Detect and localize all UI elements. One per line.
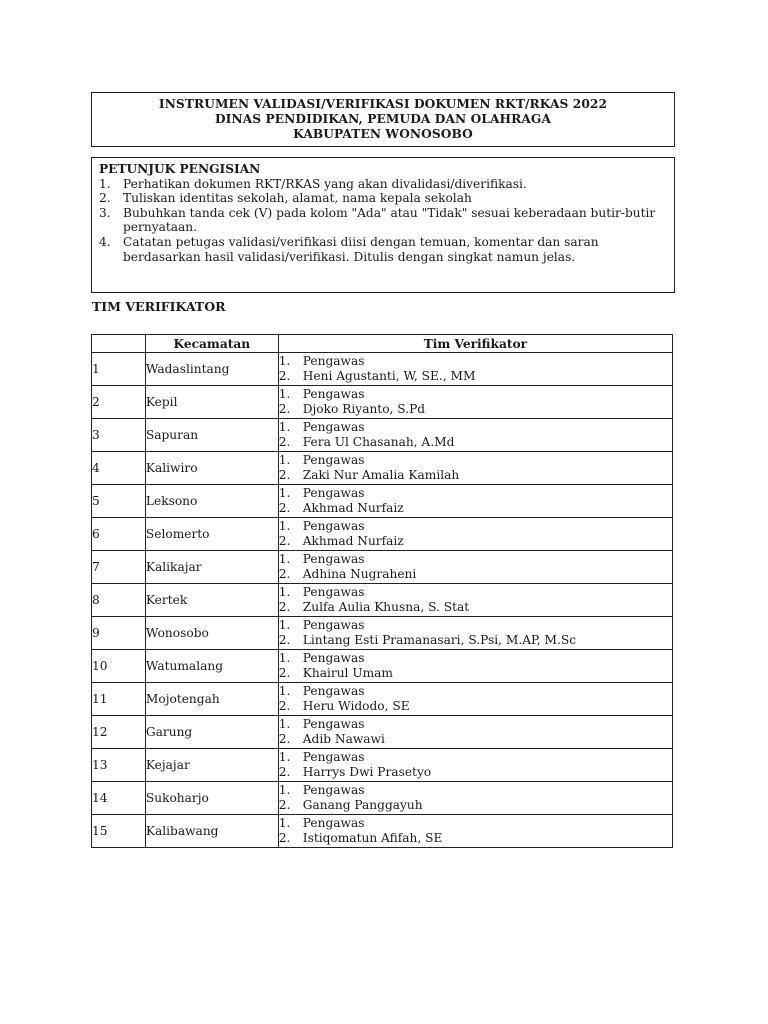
title-line-3: KABUPATEN WONOSOBO	[293, 127, 473, 141]
verifier-entry-number: 2.	[278, 666, 291, 680]
row-number: 10	[92, 650, 146, 683]
verifier-entry-number: 1.	[278, 815, 291, 830]
verifier-entry-number: 1.	[278, 683, 291, 698]
verifier-entry-number: 2.	[278, 765, 291, 779]
kecamatan-cell: Kalibawang	[145, 815, 278, 848]
row-number: 13	[92, 749, 146, 782]
table-header-row	[92, 335, 673, 353]
kecamatan-cell: Mojotengah	[145, 683, 278, 716]
verifier-cell	[278, 518, 672, 551]
verifier-table	[91, 334, 673, 848]
instruction-text: Bubuhkan tanda cek (V) pada kolom "Ada" atau "Tidak" sesuai keberadaan butir-butir pernyataan.	[123, 205, 656, 235]
verifier-entry	[279, 717, 672, 732]
verifier-entry-number: 2.	[278, 534, 291, 548]
row-number: 4	[92, 452, 146, 485]
verifier-name: Pengawas	[302, 650, 365, 665]
verifier-name: Pengawas	[302, 452, 365, 467]
verifier-entry	[279, 501, 672, 516]
verifier-entry-number: 2.	[278, 831, 291, 845]
verifier-cell	[278, 353, 672, 386]
kecamatan-cell: Wadaslintang	[145, 353, 278, 386]
table-row	[92, 617, 673, 650]
row-number: 6	[92, 518, 146, 551]
verifier-name: Heru Widodo, SE	[302, 699, 410, 713]
verifier-entry-number: 2.	[278, 468, 291, 482]
verifier-entry	[279, 354, 672, 369]
verifier-entry-number: 1.	[278, 353, 291, 368]
row-number: 11	[92, 683, 146, 716]
verifier-entry-number: 1.	[278, 485, 291, 500]
verifier-cell	[278, 782, 672, 815]
verifier-entry-number: 1.	[278, 419, 291, 434]
row-number: 3	[92, 419, 146, 452]
verifier-cell	[278, 584, 672, 617]
kecamatan-cell: Leksono	[145, 485, 278, 518]
verifier-entry-number: 1.	[278, 716, 291, 731]
verifier-cell	[278, 485, 672, 518]
verifier-name: Pengawas	[302, 815, 365, 830]
row-number: 2	[92, 386, 146, 419]
verifier-name: Akhmad Nurfaiz	[302, 534, 404, 548]
verifier-entry	[279, 585, 672, 600]
instructions-heading: PETUNJUK PENGISIAN	[99, 162, 261, 176]
verifier-entry-number: 1.	[278, 452, 291, 467]
instruction-item	[99, 191, 666, 206]
title-line-2: DINAS PENDIDIKAN, PEMUDA DAN OLAHRAGA	[215, 112, 551, 126]
verifier-name: Khairul Umam	[302, 666, 393, 680]
verifier-cell	[278, 650, 672, 683]
kecamatan-cell: Kalikajar	[145, 551, 278, 584]
kecamatan-cell: Kaliwiro	[145, 452, 278, 485]
verifier-entry	[279, 468, 672, 483]
table-row	[92, 584, 673, 617]
verifier-name: Pengawas	[302, 353, 365, 368]
verifier-name: Istiqomatun Afifah, SE	[302, 831, 443, 845]
table-row	[92, 749, 673, 782]
verifier-name: Pengawas	[302, 386, 365, 401]
verifier-name: Pengawas	[302, 551, 365, 566]
verifier-entry-number: 1.	[278, 518, 291, 533]
kecamatan-cell: Sukoharjo	[145, 782, 278, 815]
verifier-name: Ganang Panggayuh	[302, 798, 423, 812]
verifier-cell	[278, 452, 672, 485]
verifier-entry-number: 2.	[278, 402, 291, 416]
instructions-list	[99, 177, 666, 265]
instruction-number: 2.	[99, 191, 111, 206]
instruction-number: 1.	[99, 176, 111, 191]
kecamatan-cell: Watumalang	[145, 650, 278, 683]
verifier-entry-number: 1.	[278, 584, 291, 599]
kecamatan-cell: Kertek	[145, 584, 278, 617]
verifier-entry	[279, 633, 672, 648]
verifier-entry-number: 2.	[278, 699, 291, 713]
verifier-name: Pengawas	[302, 584, 365, 599]
row-number: 8	[92, 584, 146, 617]
instruction-text: Tuliskan identitas sekolah, alamat, nama kepala sekolah	[123, 191, 472, 206]
table-row	[92, 452, 673, 485]
verifier-cell	[278, 551, 672, 584]
verifier-entry-number: 2.	[278, 600, 291, 614]
verifier-entry-number: 1.	[278, 551, 291, 566]
verifier-name: Adhina Nugraheni	[302, 567, 417, 581]
header-tim-verifikator: Tim Verifikator	[278, 335, 672, 353]
table-row	[92, 650, 673, 683]
verifier-entry	[279, 651, 672, 666]
verifier-name: Akhmad Nurfaiz	[302, 501, 404, 515]
verifier-cell	[278, 815, 672, 848]
verifier-cell	[278, 683, 672, 716]
verifier-name: Lintang Esti Pramanasari, S.Psi, M.AP, M.Sc	[302, 633, 577, 647]
table-row	[92, 419, 673, 452]
verifier-entry	[279, 402, 672, 417]
table-row	[92, 353, 673, 386]
verifier-entry	[279, 369, 672, 384]
verifier-cell	[278, 716, 672, 749]
instruction-number: 3.	[99, 205, 111, 220]
instruction-number: 4.	[99, 234, 111, 249]
verifier-entry	[279, 387, 672, 402]
kecamatan-cell: Wonosobo	[145, 617, 278, 650]
verifier-cell	[278, 617, 672, 650]
verifier-name: Pengawas	[302, 749, 365, 764]
verifier-name: Zulfa Aulia Khusna, S. Stat	[302, 600, 470, 614]
table-row	[92, 551, 673, 584]
table-row	[92, 518, 673, 551]
verifier-entry-number: 1.	[278, 650, 291, 665]
verifier-entry-number: 2.	[278, 369, 291, 383]
verifier-name: Pengawas	[302, 683, 365, 698]
kecamatan-cell: Garung	[145, 716, 278, 749]
verifier-cell	[278, 386, 672, 419]
table-body	[92, 353, 673, 848]
verifier-entry-number: 2.	[278, 732, 291, 746]
header-no	[92, 335, 146, 353]
verifier-entry	[279, 600, 672, 615]
verifier-entry-number: 2.	[278, 633, 291, 647]
verifier-cell	[278, 419, 672, 452]
verifier-entry-number: 1.	[278, 617, 291, 632]
verifier-name: Fera Ul Chasanah, A.Md	[302, 435, 455, 449]
verifier-entry	[279, 699, 672, 714]
verifier-entry	[279, 567, 672, 582]
verifier-entry	[279, 420, 672, 435]
row-number: 9	[92, 617, 146, 650]
verifier-entry	[279, 798, 672, 813]
verifier-entry-number: 2.	[278, 435, 291, 449]
table-row	[92, 386, 673, 419]
row-number: 7	[92, 551, 146, 584]
verifier-entry-number: 1.	[278, 386, 291, 401]
row-number: 1	[92, 353, 146, 386]
verifier-entry	[279, 684, 672, 699]
table-row	[92, 782, 673, 815]
table-row	[92, 485, 673, 518]
instruction-item	[99, 206, 666, 235]
verifier-name: Zaki Nur Amalia Kamilah	[302, 468, 460, 482]
verifier-entry	[279, 534, 672, 549]
instruction-item	[99, 235, 666, 264]
verifier-entry	[279, 618, 672, 633]
kecamatan-cell: Kejajar	[145, 749, 278, 782]
verifier-name: Pengawas	[302, 419, 365, 434]
document-title-box	[91, 92, 675, 147]
verifier-entry	[279, 750, 672, 765]
row-number: 12	[92, 716, 146, 749]
verifier-name: Pengawas	[302, 617, 365, 632]
verifier-name: Pengawas	[302, 518, 365, 533]
verifier-entry	[279, 732, 672, 747]
verifier-name: Pengawas	[302, 716, 365, 731]
verifier-name: Pengawas	[302, 782, 365, 797]
verifier-entry	[279, 816, 672, 831]
row-number: 14	[92, 782, 146, 815]
row-number: 15	[92, 815, 146, 848]
verifier-entry-number: 2.	[278, 798, 291, 812]
verifier-name: Pengawas	[302, 485, 365, 500]
verifier-name: Djoko Riyanto, S.Pd	[302, 402, 426, 416]
verifier-entry-number: 1.	[278, 749, 291, 764]
verifier-entry	[279, 552, 672, 567]
table-row	[92, 716, 673, 749]
instruction-text: Perhatikan dokumen RKT/RKAS yang akan divalidasi/diverifikasi.	[123, 176, 527, 191]
verifier-entry	[279, 486, 672, 501]
kecamatan-cell: Kepil	[145, 386, 278, 419]
verifier-name: Adib Nawawi	[302, 732, 385, 746]
verifier-entry	[279, 519, 672, 534]
verifier-cell	[278, 749, 672, 782]
verifier-entry-number: 2.	[278, 567, 291, 581]
instructions-box	[91, 157, 675, 293]
table-row	[92, 815, 673, 848]
verifier-entry	[279, 831, 672, 846]
instruction-text: Catatan petugas validasi/verifikasi diisi dengan temuan, komentar dan saran berdasarkan hasil validasi/verifikasi. Ditulis dengan singkat namun jelas.	[123, 234, 599, 264]
header-kecamatan: Kecamatan	[145, 335, 278, 353]
table-row	[92, 683, 673, 716]
row-number: 5	[92, 485, 146, 518]
verifier-name: Harrys Dwi Prasetyo	[302, 765, 432, 779]
verifier-name: Heni Agustanti, W, SE., MM	[302, 369, 476, 383]
verifier-entry	[279, 765, 672, 780]
instruction-item	[99, 177, 666, 192]
kecamatan-cell: Sapuran	[145, 419, 278, 452]
title-line-1: INSTRUMEN VALIDASI/VERIFIKASI DOKUMEN RKT/RKAS 2022	[158, 97, 608, 111]
verifier-entry-number: 2.	[278, 501, 291, 515]
verifier-entry	[279, 783, 672, 798]
verifier-entry	[279, 666, 672, 681]
kecamatan-cell: Selomerto	[145, 518, 278, 551]
section-title: TIM VERIFIKATOR	[92, 299, 226, 314]
verifier-entry-number: 1.	[278, 782, 291, 797]
verifier-entry	[279, 435, 672, 450]
verifier-entry	[279, 453, 672, 468]
